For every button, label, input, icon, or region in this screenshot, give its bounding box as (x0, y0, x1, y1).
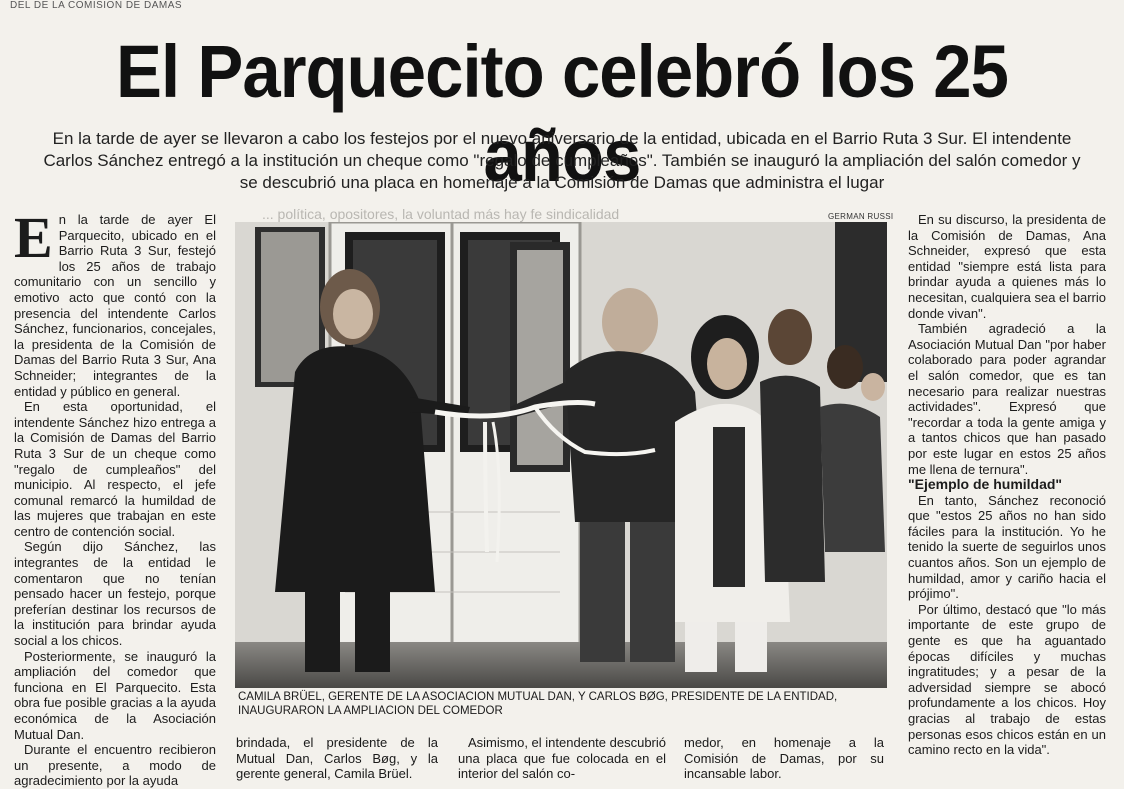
article-paragraph: medor, en homenaje a la Comisión de Damas, por su incansable labor. (684, 735, 884, 782)
photo-caption: CAMILA BRÜEL, GERENTE DE LA ASOCIACION MUTUAL DAN, Y CARLOS BØG, PRESIDENTE DE LA ENTIDAD, INAUGURARON LA AMPLIACION DEL COMEDOR (238, 691, 838, 717)
article-paragraph: Según dijo Sánchez, las integrantes de la entidad le comentaron que no tenían pensado hacer un festejo, porque preferían destinar los recursos de la institución para brindar ayuda social a los chicos. (14, 539, 216, 649)
article-subhead: "Ejemplo de humildad" (908, 476, 1063, 493)
article-paragraph: En tanto, Sánchez reconoció que "estos 25 años no han sido fáciles para la institución. Yo he tenido la suerte de seguirlos unos cuantos años. Son un ejemplo de humildad, amor y cariño hacia el prójimo". (908, 492, 1106, 602)
article-paragraph: Asimismo, el intendente descubrió una placa que fue colocada en el interior del salón co- (458, 735, 666, 782)
article-column-left (14, 205, 216, 789)
section-kicker: DEL DE LA COMISION DE DAMAS (10, 0, 183, 11)
article-column-bottom-3 (684, 735, 884, 782)
article-paragraph: En esta oportunidad, el intendente Sánchez hizo entrega a la Comisión de Damas del Barrio Ruta 3 Sur de un cheque como "regalo de cumpleaños" del municipio. Al respecto, el jefe comunal remarcó la humildad de las mujeres que trabajan en este centro de contención social. (14, 399, 216, 539)
article-paragraph: En la tarde de ayer El Parquecito, ubicado en el Barrio Ruta 3 Sur, festejó los 25 años de trabajo comunitario con un sencillo y emotivo acto que contó con la presencia del intendente Carlos Sánchez, funcionarios, concejales, la presidenta de la Comisión de Damas del Barrio Ruta 3 Sur, Ana Schneider; integrantes de la entidad y público en general. (14, 205, 216, 399)
article-paragraph: Posteriormente, se inauguró la ampliación del comedor que funciona en El Parquecito. Esta obra fue posible gracias a la ayuda económica de la Asociación Mutual Dan. (14, 648, 216, 742)
deck-summary: En la tarde de ayer se llevaron a cabo los festejos por el nuevo aniversario de la entidad, ubicada en el Barrio Ruta 3 Sur. El intendente Carlos Sánchez entregó a la institución un cheque como "regalo de cumpleaños". También se inauguró la ampliación del salón comedor y se descubrió una placa en homenaje a la Comisión de Damas que administra el lugar (43, 129, 1081, 192)
article-column-right (908, 212, 1106, 758)
article-paragraph: En su discurso, la presidenta de la Comisión de Damas, Ana Schneider, expresó que esta entidad "siempre está lista para brindar ayuda a quienes más lo necesitan, cualquiera sea el barrio donde vivan". (908, 212, 1107, 321)
article-column-bottom-2 (458, 735, 666, 782)
headline: El Parquecito celebró los 25 años (116, 30, 1008, 197)
article-paragraph: brindada, el presidente de la Mutual Dan, Carlos Bøg, y la gerente general, Camila Brüel. (236, 735, 438, 782)
drop-cap: E (14, 205, 53, 270)
bleed-through-text: ... política, opositores, la voluntad más hay fe sindicalidad (262, 206, 620, 222)
article-paragraph: Por último, destacó que "lo más importante de este grupo de gente es que ha aguantado épocas difíciles y muchas ingratitudes; y a pesar de la adversidad siempre se abocó profundamente a los chicos. Hoy gracias al trabajo de estas personas esos chicos están en un camino recto en la vida". (908, 601, 1106, 758)
article-paragraph: También agradeció a la Asociación Mutual Dan "por haber colaborado para poder agrandar el salón comedor, que es tan necesario para realizar nuestras actividades". Expresó que "recordar a toda la gente amiga y a tantos chicos que han pasado por este lugar en estos 25 años me llena de ternura". (908, 321, 1106, 477)
photo-illustration (235, 222, 887, 688)
ribbon-cutting-photo (235, 222, 887, 688)
article-paragraph: Durante el encuentro recibieron un presente, a modo de agradecimiento por la ayuda (14, 742, 216, 789)
photo-credit: GERMAN RUSSI (828, 212, 894, 221)
article-column-bottom-1 (236, 735, 438, 782)
